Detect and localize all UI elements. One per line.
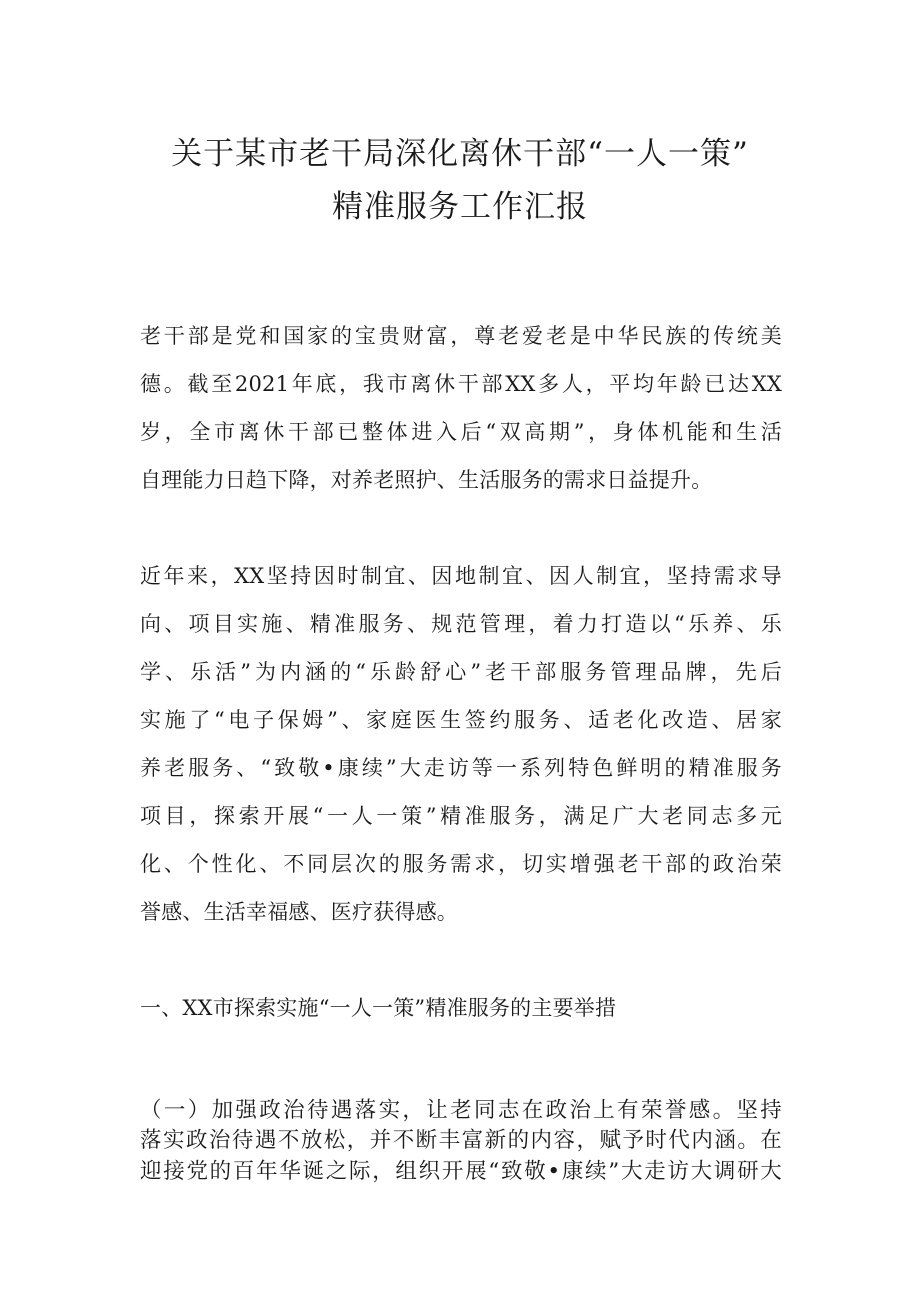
paragraph-2-line-6: 项目，探索开展“一人一策”精准服务，满足广大老同志多元 xyxy=(140,804,782,828)
paragraph-2-line-5: 养老服务、“致敬•康续”大走访等一系列特色鲜明的精准服务 xyxy=(140,756,782,780)
paragraph-2-line-8: 誉感、生活幸福感、医疗获得感。 xyxy=(140,900,458,924)
paragraph-1-line-3: 岁，全市离休干部已整体进入后“双高期”，身体机能和生活 xyxy=(140,420,782,444)
paragraph-3-line-2: 落实政治待遇不放松，并不断丰富新的内容，赋予时代内涵。在 xyxy=(140,1128,782,1153)
section-heading-1: 一、XX市探索实施“一人一策”精准服务的主要举措 xyxy=(140,996,617,1020)
paragraph-1-line-4: 自理能力日趋下降，对养老照护、生活服务的需求日益提升。 xyxy=(140,468,713,492)
paragraph-2-line-3: 学、乐活”为内涵的“乐龄舒心”老干部服务管理品牌，先后 xyxy=(140,660,782,684)
paragraph-2-line-4: 实施了“电子保姆”、家庭医生签约服务、适老化改造、居家 xyxy=(140,708,782,732)
paragraph-1-line-1: 老干部是党和国家的宝贵财富，尊老爱老是中华民族的传统美 xyxy=(140,324,782,348)
paragraph-2-line-7: 化、个性化、不同层次的服务需求，切实增强老干部的政治荣 xyxy=(140,852,782,876)
paragraph-2-line-1: 近年来，XX坚持因时制宜、因地制宜、因人制宜，坚持需求导 xyxy=(140,564,782,588)
document-title-line-1: 关于某市老干局深化离休干部“一人一策” xyxy=(171,136,749,172)
paragraph-2-line-2: 向、项目实施、精准服务、规范管理，着力打造以“乐养、乐 xyxy=(140,612,782,636)
paragraph-3-line-1: （一）加强政治待遇落实，让老同志在政治上有荣誉感。坚持 xyxy=(140,1098,782,1123)
document-title-line-2: 精准服务工作汇报 xyxy=(332,189,588,225)
paragraph-3-line-3: 迎接党的百年华诞之际，组织开展“致敬•康续”大走访大调研大 xyxy=(140,1159,782,1184)
paragraph-1-line-2: 德。截至2021年底，我市离休干部XX多人，平均年龄已达XX xyxy=(140,372,782,396)
